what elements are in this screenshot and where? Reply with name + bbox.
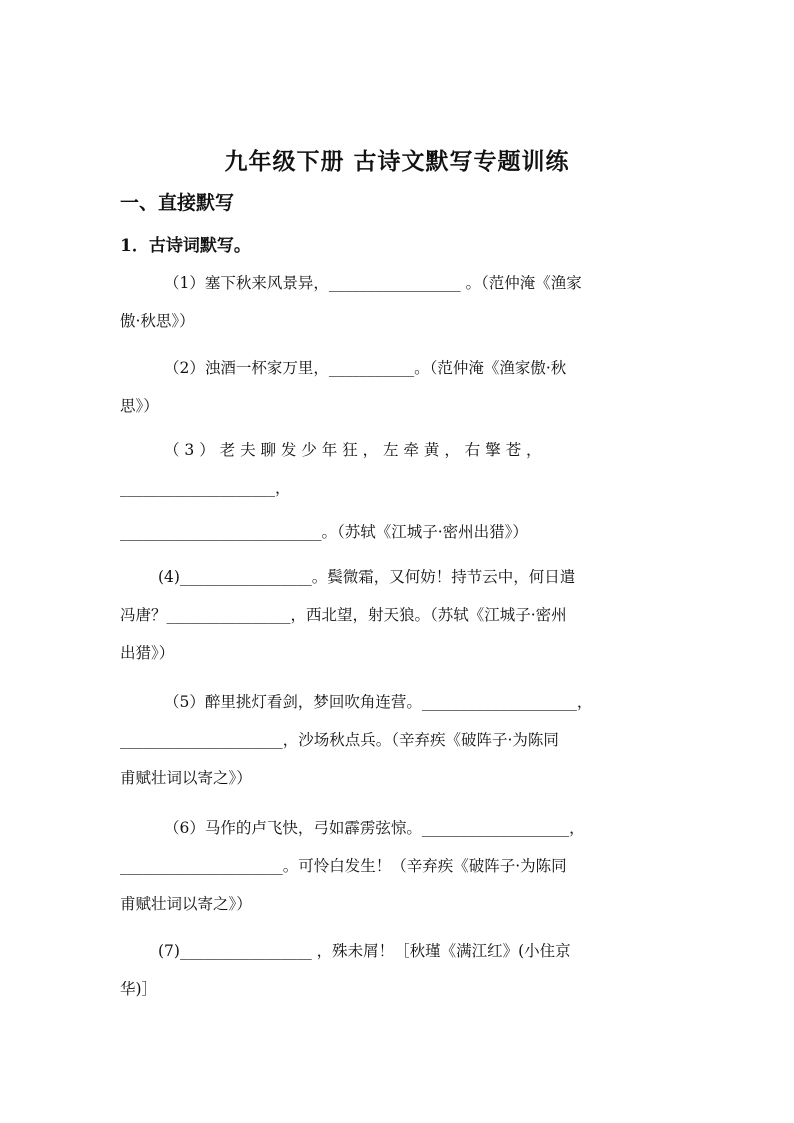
exercise-item-3 — [120, 431, 675, 551]
item-text: （5）醉里挑灯看剑，梦回吹角连营。____________________， — [164, 693, 593, 711]
exercise-item-1 — [120, 264, 675, 340]
item-line: 出猎》） — [120, 644, 175, 662]
exercise-item-7 — [120, 932, 675, 1008]
item-line — [120, 349, 675, 387]
item-line — [120, 558, 675, 596]
item-text: （1）塞下秋来风景异，_________________ 。（范仲淹《渔家 — [164, 274, 582, 292]
item-line: 甫赋壮词以寄之》） — [120, 769, 252, 787]
item-line: _____________________。可怜白发生！（辛弃疾《破阵子·为陈同 — [120, 857, 567, 875]
item-text: (7)_________________ ，殊未屑！［秋瑾《满江红》(小住京 — [158, 942, 571, 960]
item-line: 华)］ — [120, 980, 158, 998]
item-line — [120, 683, 675, 721]
exercise-item-4 — [120, 558, 675, 672]
item-line: __________________________。（苏轼《江城子·密州出猎》） — [120, 523, 528, 541]
item-line: _____________________，沙场秋点兵。（辛弃疾《破阵子·为陈同 — [120, 731, 559, 749]
item-line — [120, 264, 675, 302]
question-heading: 1．古诗词默写。 — [120, 236, 251, 256]
item-line: 思》） — [120, 397, 159, 415]
item-line — [120, 431, 675, 469]
exercise-item-5 — [120, 683, 675, 797]
item-line: 甫赋壮词以寄之》） — [120, 895, 252, 913]
item-text: （6）马作的卢飞快，弓如霹雳弦惊。___________________， — [164, 819, 585, 837]
item-text: (4)_________________。鬓微霜，又何妨！持节云中，何日遣 — [158, 568, 576, 586]
item-line: 冯唐？________________，西北望，射天狼。（苏轼《江城子·密州 — [120, 606, 567, 624]
section-heading: 一、直接默写 — [120, 192, 235, 214]
item-text: （ 3 ） 老 夫 聊 发 少 年 狂 ， 左 牵 黄 ， 右 擎 苍 ， — [164, 441, 542, 459]
item-line: 傲·秋思》） — [120, 312, 195, 330]
item-line — [120, 809, 675, 847]
page-title: 九年级下册 古诗文默写专题训练 — [224, 148, 570, 175]
item-line: ____________________， — [120, 479, 291, 497]
exercise-item-2 — [120, 349, 675, 425]
item-line — [120, 932, 675, 970]
exercise-item-6 — [120, 809, 675, 923]
item-text: （2）浊酒一杯家万里，___________。（范仲淹《渔家傲·秋 — [164, 359, 567, 377]
